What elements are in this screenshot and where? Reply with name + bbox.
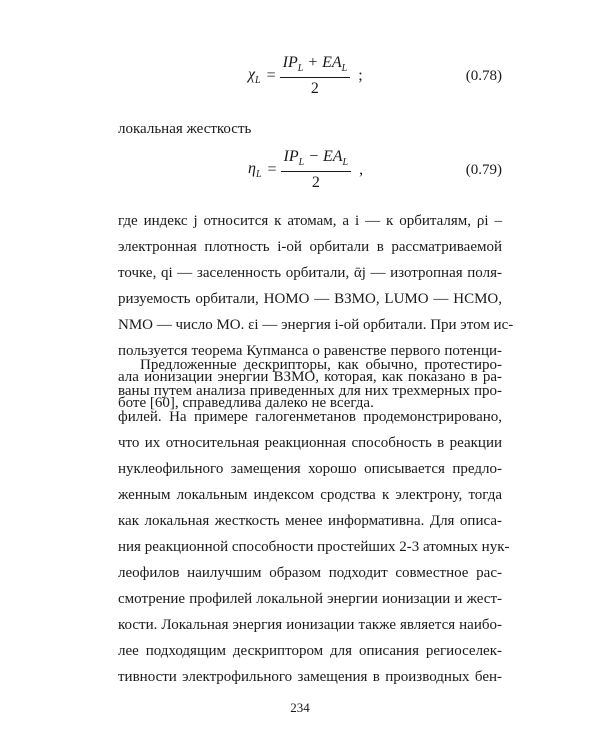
text-line: лее подходящим дескриптором для описания региоселек- — [118, 643, 502, 659]
text-line: электронная плотность i-ой орбитали в рассматриваемой — [118, 239, 502, 255]
text-line: точке, qi — заселенность орбитали, ᾱj — изотропная поля- — [118, 265, 502, 281]
text-line: нуклеофильного замещения хорошо описывается предло- — [118, 461, 502, 477]
text-line: смотрение профилей локальной энергии ионизации и жест- — [118, 591, 502, 607]
text-line: ризуемость орбитали, HOMO — ВЗМО, LUMO — НСМО, — [118, 291, 502, 307]
equation-formula: $\eta_L$ = $\frac{IP_L - EA_L}{2}$ , — [248, 148, 364, 191]
equation-0-79 — [118, 142, 502, 198]
text-line: пользуется теорема Купманса о равенстве первого потенци- — [118, 343, 502, 359]
text-line: боте [60], справедлива далеко не всегда. — [118, 395, 374, 411]
fraction-denominator: 2 — [311, 173, 320, 191]
caption-local-hardness: локальная жесткость — [118, 121, 252, 137]
text-line: кости. Локальная энергия ионизации также является наибо- — [118, 617, 502, 633]
equation-fraction — [280, 54, 351, 97]
equation-number: (0.78) — [465, 67, 502, 84]
fraction-numerator: $IP_L - EA_L$ — [281, 148, 352, 171]
text-line: леофилов наилучшим образом подходит совместное рас- — [118, 565, 502, 581]
equation-number: (0.79) — [465, 161, 502, 178]
text-line: тивности электрофильного замещения в производных бен- — [118, 669, 502, 685]
page-number: 234 — [290, 700, 310, 715]
text-line: ала ионизации энергии ВЗМО, которая, как показано в ра- — [118, 369, 502, 385]
text-line: ния реакционной способности простейших 2-3 атомных нук- — [118, 539, 510, 555]
text-line: филей. На примере галогенметанов продемонстрировано, — [118, 409, 502, 425]
fraction-numerator: $IP_L + EA_L$ — [280, 54, 351, 77]
equation-formula: $\chi_L$ = $\frac{IP_L + EA_L}{2}$ ; — [248, 54, 363, 97]
text-line: где индекс j относится к атомам, а i — к орбиталям, ρi – — [118, 213, 502, 229]
equation-0-78 — [118, 48, 502, 104]
text-line: женным локальным индексом сродства к электрону, тогда — [118, 487, 502, 503]
equation-fraction — [281, 148, 352, 191]
text-line: NMO — число МО. εi — энергия i-ой орбитали. При этом ис- — [118, 317, 514, 333]
equation-lhs: $\chi_L$ — [248, 65, 261, 87]
text-line: ваны путем анализа приведенных для них трехмерных про- — [118, 383, 502, 399]
text-line: что их относительная реакционная способность в реакции — [118, 435, 502, 451]
equation-lhs: $\eta_L$ — [248, 159, 262, 181]
text-line: Предложенные дескрипторы, как обычно, протестиро- — [140, 357, 502, 373]
fraction-denominator: 2 — [310, 79, 319, 97]
text-line: как локальная жесткость менее информативна. Для описа- — [118, 513, 502, 529]
paragraph-descriptors — [118, 352, 510, 690]
